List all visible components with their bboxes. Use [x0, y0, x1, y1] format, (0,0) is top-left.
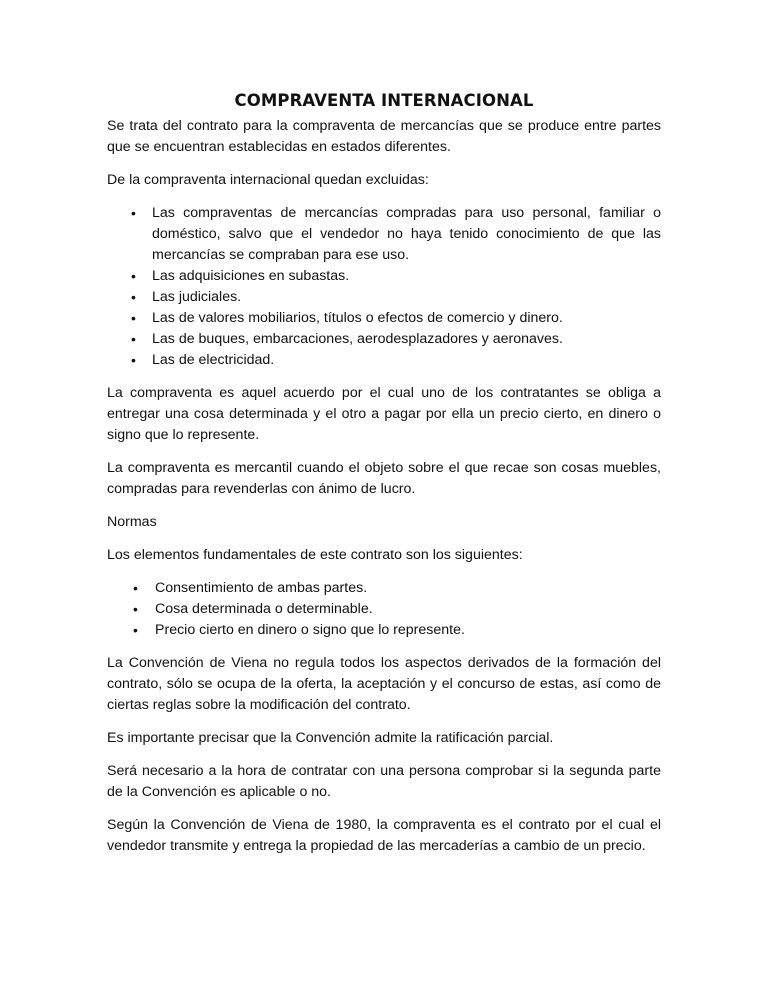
paragraph-elements-intro: Los elementos fundamentales de este contrato son los siguientes: [107, 547, 523, 563]
list-item-text: Las de valores mobiliarios, títulos o efectos de comercio y dinero. [152, 310, 563, 326]
bullet-icon: • [131, 268, 136, 284]
list-item-text: Consentimiento de ambas partes. [155, 580, 368, 596]
document-title: COMPRAVENTA INTERNACIONAL [234, 91, 534, 110]
list-item-text: Las de electricidad. [152, 352, 275, 368]
list-item-text: Precio cierto en dinero o signo que lo represente. [155, 622, 465, 638]
list-item [107, 599, 661, 620]
bullet-icon: • [131, 331, 136, 347]
list-item-text: Cosa determinada o determinable. [155, 601, 373, 617]
list-item [107, 308, 661, 329]
list-item-text: Las judiciales. [152, 289, 242, 305]
paragraph-mercantil: La compraventa es mercantil cuando el objeto sobre el que recae son cosas muebles, compradas para revenderlas con ánimo de lucro. [107, 460, 661, 497]
elements-list [107, 578, 661, 641]
list-item-text: Las de buques, embarcaciones, aerodesplazadores y aeronaves. [152, 331, 563, 347]
document-body [107, 90, 661, 869]
paragraph-normas-heading: Normas [107, 514, 157, 530]
list-item [107, 350, 661, 371]
list-item-text: Las compraventas de mercancías compradas para uso personal, familiar o doméstico, salvo que el vendedor no haya tenido conocimiento de que las mercancías se compraban para ese uso. [152, 205, 661, 263]
bullet-icon: • [131, 352, 136, 368]
paragraph-compraventa-definition: La compraventa es aquel acuerdo por el cual uno de los contratantes se obliga a entregar una cosa determinada y el otro a pagar por ella un precio cierto, en dinero o signo que lo represente. [107, 385, 661, 443]
list-item [107, 266, 661, 287]
paragraph-convencion-1980: Según la Convención de Viena de 1980, la compraventa es el contrato por el cual el vendedor transmite y entrega la propiedad de las mercaderías a cambio de un precio. [107, 817, 661, 854]
paragraph-ratificacion: Es importante precisar que la Convención admite la ratificación parcial. [107, 730, 554, 746]
list-item-text: Las adquisiciones en subastas. [152, 268, 350, 284]
list-item [107, 620, 661, 641]
bullet-icon: • [131, 205, 136, 221]
exclusions-list [107, 203, 661, 371]
paragraph-convencion-viena: La Convención de Viena no regula todos los aspectos derivados de la formación del contrato, sólo se ocupa de la oferta, la aceptación y el concurso de estas, así como de ciertas reglas sobre la modificación del contrato. [107, 655, 661, 713]
bullet-icon: • [131, 289, 136, 305]
paragraph-exclusions-intro: De la compraventa internacional quedan excluidas: [107, 172, 429, 188]
list-item [107, 578, 661, 599]
list-item [107, 329, 661, 350]
list-item [107, 287, 661, 308]
bullet-icon: • [133, 622, 138, 638]
bullet-icon: • [133, 580, 138, 596]
bullet-icon: • [131, 310, 136, 326]
paragraph-segunda-parte: Será necesario a la hora de contratar con una persona comprobar si la segunda parte de la Convención es aplicable o no. [107, 763, 661, 800]
bullet-icon: • [133, 601, 138, 617]
list-item [107, 203, 661, 266]
paragraph-definition: Se trata del contrato para la compraventa de mercancías que se produce entre partes que se encuentran establecidas en estados diferentes. [107, 118, 661, 155]
